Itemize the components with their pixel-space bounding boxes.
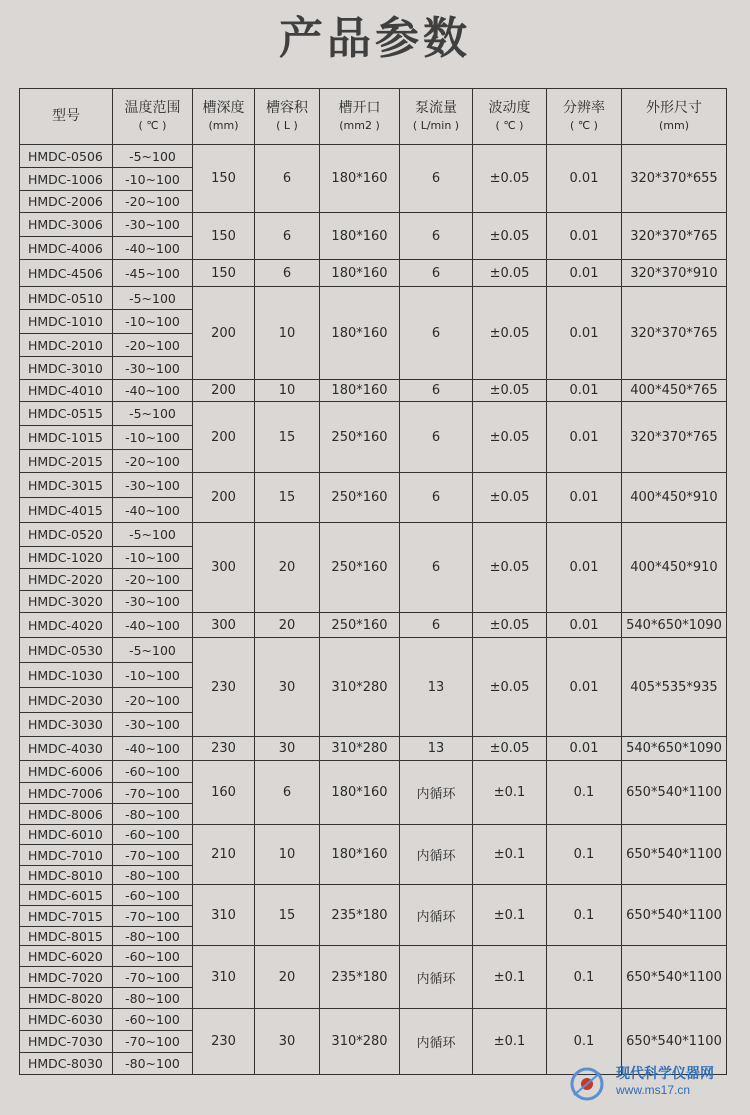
model-cell: HMDC-1020 [20, 547, 113, 569]
dimensions-cell: 650*540*1100 [622, 1009, 727, 1075]
fluctuation-cell: ±0.05 [473, 402, 547, 473]
opening-cell: 180*160 [320, 287, 400, 380]
header-volume [255, 89, 320, 145]
resolution-cell: 0.01 [547, 260, 622, 287]
temp-range-cell: -5~100 [113, 523, 193, 547]
fluctuation-cell: ±0.05 [473, 613, 547, 638]
volume-cell: 6 [255, 260, 320, 287]
model-cell: HMDC-3030 [20, 713, 113, 737]
model-cell: HMDC-2030 [20, 688, 113, 713]
depth-cell: 300 [193, 523, 255, 613]
model-cell: HMDC-1006 [20, 168, 113, 191]
temp-range-cell: -40~100 [113, 498, 193, 523]
temp-range-cell: -10~100 [113, 547, 193, 569]
model-cell: HMDC-0506 [20, 145, 113, 168]
table-row [20, 260, 727, 287]
resolution-cell: 0.01 [547, 638, 622, 737]
header-label: 波动度 [488, 100, 531, 116]
model-cell: HMDC-7006 [20, 783, 113, 804]
pump-flow-cell: 内循环 [400, 825, 473, 885]
header-unit: (mm2 ) [339, 119, 380, 132]
volume-cell: 20 [255, 946, 320, 1009]
pump-flow-cell: 内循环 [400, 761, 473, 825]
fluctuation-cell: ±0.05 [473, 473, 547, 523]
model-cell: HMDC-6010 [20, 825, 113, 845]
header-label: 型号 [52, 108, 80, 124]
header-unit: ( L/min ) [412, 119, 460, 132]
dimensions-cell: 320*370*910 [622, 260, 727, 287]
model-cell: HMDC-7030 [20, 1031, 113, 1053]
model-cell: HMDC-4030 [20, 737, 113, 761]
dimensions-cell: 400*450*765 [622, 380, 727, 402]
dimensions-cell: 320*370*655 [622, 145, 727, 213]
volume-cell: 10 [255, 825, 320, 885]
temp-range-cell: -70~100 [113, 1031, 193, 1053]
model-cell: HMDC-6015 [20, 885, 113, 906]
model-cell: HMDC-7020 [20, 967, 113, 988]
opening-cell: 180*160 [320, 260, 400, 287]
header-model [20, 89, 113, 145]
watermark [568, 1063, 738, 1103]
model-cell: HMDC-0515 [20, 402, 113, 426]
opening-cell: 180*160 [320, 213, 400, 260]
depth-cell: 310 [193, 946, 255, 1009]
temp-range-cell: -70~100 [113, 967, 193, 988]
header-pump-flow [400, 89, 473, 145]
dimensions-cell: 400*450*910 [622, 523, 727, 613]
fluctuation-cell: ±0.05 [473, 145, 547, 213]
temp-range-cell: -20~100 [113, 191, 193, 213]
table-row [20, 638, 727, 663]
model-cell: HMDC-1015 [20, 426, 113, 450]
volume-cell: 30 [255, 737, 320, 761]
opening-cell: 180*160 [320, 825, 400, 885]
pump-flow-cell: 6 [400, 260, 473, 287]
header-label: 槽深度 [202, 100, 245, 116]
resolution-cell: 0.01 [547, 737, 622, 761]
pump-flow-cell: 6 [400, 287, 473, 380]
table-row [20, 737, 727, 761]
temp-range-cell: -5~100 [113, 145, 193, 168]
opening-cell: 235*180 [320, 946, 400, 1009]
depth-cell: 300 [193, 613, 255, 638]
model-cell: HMDC-8030 [20, 1053, 113, 1075]
model-cell: HMDC-1010 [20, 310, 113, 334]
temp-range-cell: -40~100 [113, 613, 193, 638]
volume-cell: 15 [255, 402, 320, 473]
pump-flow-cell: 6 [400, 402, 473, 473]
depth-cell: 200 [193, 380, 255, 402]
model-cell: HMDC-3020 [20, 591, 113, 613]
fluctuation-cell: ±0.1 [473, 946, 547, 1009]
table-row [20, 402, 727, 426]
temp-range-cell: -20~100 [113, 569, 193, 591]
watermark-logo-icon [568, 1065, 606, 1103]
model-cell: HMDC-2015 [20, 450, 113, 473]
temp-range-cell: -30~100 [113, 473, 193, 498]
temp-range-cell: -20~100 [113, 334, 193, 357]
header-label: 分辨率 [563, 100, 605, 116]
temp-range-cell: -40~100 [113, 380, 193, 402]
temp-range-cell: -10~100 [113, 663, 193, 688]
depth-cell: 150 [193, 260, 255, 287]
model-cell: HMDC-3006 [20, 213, 113, 237]
volume-cell: 6 [255, 761, 320, 825]
dimensions-cell: 320*370*765 [622, 287, 727, 380]
model-cell: HMDC-8015 [20, 927, 113, 946]
pump-flow-cell: 6 [400, 145, 473, 213]
dimensions-cell: 405*535*935 [622, 638, 727, 737]
pump-flow-cell: 6 [400, 213, 473, 260]
depth-cell: 150 [193, 145, 255, 213]
header-label: 外形尺寸 [646, 100, 702, 116]
resolution-cell: 0.01 [547, 473, 622, 523]
model-cell: HMDC-4015 [20, 498, 113, 523]
table-row [20, 761, 727, 783]
temp-range-cell: -10~100 [113, 426, 193, 450]
temp-range-cell: -80~100 [113, 1053, 193, 1075]
table-row [20, 287, 727, 310]
dimensions-cell: 400*450*910 [622, 473, 727, 523]
fluctuation-cell: ±0.1 [473, 825, 547, 885]
model-cell: HMDC-8006 [20, 804, 113, 825]
pump-flow-cell: 13 [400, 638, 473, 737]
pump-flow-cell: 6 [400, 523, 473, 613]
model-cell: HMDC-3015 [20, 473, 113, 498]
pump-flow-cell: 内循环 [400, 946, 473, 1009]
spec-table-body [20, 145, 727, 1075]
header-unit: (mm) [208, 119, 239, 132]
temp-range-cell: -70~100 [113, 783, 193, 804]
model-cell: HMDC-0510 [20, 287, 113, 310]
resolution-cell: 0.01 [547, 402, 622, 473]
temp-range-cell: -5~100 [113, 638, 193, 663]
temp-range-cell: -60~100 [113, 761, 193, 783]
temp-range-cell: -30~100 [113, 357, 193, 380]
opening-cell: 250*160 [320, 523, 400, 613]
dimensions-cell: 540*650*1090 [622, 737, 727, 761]
opening-cell: 180*160 [320, 145, 400, 213]
pump-flow-cell: 内循环 [400, 885, 473, 946]
opening-cell: 310*280 [320, 638, 400, 737]
table-row [20, 523, 727, 547]
temp-range-cell: -60~100 [113, 946, 193, 967]
volume-cell: 6 [255, 145, 320, 213]
pump-flow-cell: 6 [400, 473, 473, 523]
temp-range-cell: -45~100 [113, 260, 193, 287]
watermark-url: www.ms17.cn [616, 1083, 691, 1097]
depth-cell: 160 [193, 761, 255, 825]
depth-cell: 210 [193, 825, 255, 885]
model-cell: HMDC-8020 [20, 988, 113, 1009]
opening-cell: 310*280 [320, 737, 400, 761]
temp-range-cell: -30~100 [113, 213, 193, 237]
pump-flow-cell: 6 [400, 613, 473, 638]
header-temp-range [113, 89, 193, 145]
temp-range-cell: -80~100 [113, 927, 193, 946]
model-cell: HMDC-0520 [20, 523, 113, 547]
table-row [20, 885, 727, 906]
dimensions-cell: 320*370*765 [622, 213, 727, 260]
volume-cell: 20 [255, 613, 320, 638]
header-opening [320, 89, 400, 145]
fluctuation-cell: ±0.05 [473, 213, 547, 260]
fluctuation-cell: ±0.05 [473, 287, 547, 380]
temp-range-cell: -40~100 [113, 237, 193, 260]
temp-range-cell: -80~100 [113, 866, 193, 885]
temp-range-cell: -20~100 [113, 688, 193, 713]
dimensions-cell: 540*650*1090 [622, 613, 727, 638]
temp-range-cell: -60~100 [113, 1009, 193, 1031]
header-unit: (mm) [658, 119, 689, 132]
resolution-cell: 0.1 [547, 761, 622, 825]
depth-cell: 230 [193, 737, 255, 761]
model-cell: HMDC-8010 [20, 866, 113, 885]
model-cell: HMDC-6020 [20, 946, 113, 967]
page-title: 产品参数 [279, 13, 471, 64]
fluctuation-cell: ±0.05 [473, 380, 547, 402]
temp-range-cell: -10~100 [113, 168, 193, 191]
temp-range-cell: -10~100 [113, 310, 193, 334]
header-row [20, 89, 727, 145]
temp-range-cell: -60~100 [113, 885, 193, 906]
volume-cell: 10 [255, 287, 320, 380]
opening-cell: 235*180 [320, 885, 400, 946]
opening-cell: 180*160 [320, 380, 400, 402]
spec-table [19, 88, 727, 1075]
table-row [20, 473, 727, 498]
depth-cell: 200 [193, 287, 255, 380]
header-dimensions [622, 89, 727, 145]
table-row [20, 213, 727, 237]
table-row [20, 380, 727, 402]
opening-cell: 250*160 [320, 473, 400, 523]
model-cell: HMDC-0530 [20, 638, 113, 663]
header-depth [193, 89, 255, 145]
resolution-cell: 0.1 [547, 825, 622, 885]
header-label: 槽容积 [266, 100, 308, 116]
depth-cell: 230 [193, 638, 255, 737]
depth-cell: 200 [193, 402, 255, 473]
resolution-cell: 0.01 [547, 287, 622, 380]
fluctuation-cell: ±0.1 [473, 761, 547, 825]
model-cell: HMDC-4010 [20, 380, 113, 402]
temp-range-cell: -40~100 [113, 737, 193, 761]
opening-cell: 180*160 [320, 761, 400, 825]
fluctuation-cell: ±0.05 [473, 523, 547, 613]
volume-cell: 15 [255, 473, 320, 523]
dimensions-cell: 650*540*1100 [622, 761, 727, 825]
temp-range-cell: -30~100 [113, 713, 193, 737]
depth-cell: 310 [193, 885, 255, 946]
model-cell: HMDC-2010 [20, 334, 113, 357]
fluctuation-cell: ±0.1 [473, 1009, 547, 1075]
resolution-cell: 0.01 [547, 213, 622, 260]
temp-range-cell: -80~100 [113, 804, 193, 825]
opening-cell: 310*280 [320, 1009, 400, 1075]
volume-cell: 30 [255, 1009, 320, 1075]
watermark-site-name: 现代科学仪器网 [616, 1066, 714, 1082]
volume-cell: 6 [255, 213, 320, 260]
resolution-cell: 0.1 [547, 946, 622, 1009]
opening-cell: 250*160 [320, 613, 400, 638]
header-unit: ( ℃ ) [495, 119, 524, 132]
model-cell: HMDC-2006 [20, 191, 113, 213]
depth-cell: 200 [193, 473, 255, 523]
model-cell: HMDC-3010 [20, 357, 113, 380]
temp-range-cell: -60~100 [113, 825, 193, 845]
model-cell: HMDC-2020 [20, 569, 113, 591]
volume-cell: 15 [255, 885, 320, 946]
model-cell: HMDC-7015 [20, 906, 113, 927]
resolution-cell: 0.01 [547, 145, 622, 213]
volume-cell: 30 [255, 638, 320, 737]
pump-flow-cell: 13 [400, 737, 473, 761]
dimensions-cell: 650*540*1100 [622, 885, 727, 946]
temp-range-cell: -20~100 [113, 450, 193, 473]
depth-cell: 230 [193, 1009, 255, 1075]
resolution-cell: 0.01 [547, 380, 622, 402]
temp-range-cell: -5~100 [113, 402, 193, 426]
table-row [20, 145, 727, 168]
dimensions-cell: 650*540*1100 [622, 946, 727, 1009]
temp-range-cell: -30~100 [113, 591, 193, 613]
temp-range-cell: -80~100 [113, 988, 193, 1009]
model-cell: HMDC-6006 [20, 761, 113, 783]
resolution-cell: 0.01 [547, 613, 622, 638]
header-unit: ( ℃ ) [138, 119, 167, 132]
pump-flow-cell: 6 [400, 380, 473, 402]
header-unit: ( ℃ ) [570, 119, 598, 132]
opening-cell: 250*160 [320, 402, 400, 473]
fluctuation-cell: ±0.05 [473, 638, 547, 737]
header-label: 槽开口 [338, 100, 381, 116]
model-cell: HMDC-6030 [20, 1009, 113, 1031]
header-resolution [547, 89, 622, 145]
resolution-cell: 0.1 [547, 1009, 622, 1075]
resolution-cell: 0.01 [547, 523, 622, 613]
model-cell: HMDC-4020 [20, 613, 113, 638]
depth-cell: 150 [193, 213, 255, 260]
dimensions-cell: 320*370*765 [622, 402, 727, 473]
header-fluctuation [473, 89, 547, 145]
pump-flow-cell: 内循环 [400, 1009, 473, 1075]
table-row [20, 825, 727, 845]
model-cell: HMDC-4006 [20, 237, 113, 260]
header-label: 温度范围 [124, 100, 181, 116]
fluctuation-cell: ±0.1 [473, 885, 547, 946]
model-cell: HMDC-7010 [20, 845, 113, 866]
resolution-cell: 0.1 [547, 885, 622, 946]
table-row [20, 1009, 727, 1031]
table-row [20, 613, 727, 638]
header-label: 泵流量 [415, 100, 457, 116]
header-unit: ( L ) [276, 119, 298, 132]
table-row [20, 946, 727, 967]
model-cell: HMDC-4506 [20, 260, 113, 287]
temp-range-cell: -5~100 [113, 287, 193, 310]
fluctuation-cell: ±0.05 [473, 260, 547, 287]
volume-cell: 10 [255, 380, 320, 402]
fluctuation-cell: ±0.05 [473, 737, 547, 761]
dimensions-cell: 650*540*1100 [622, 825, 727, 885]
temp-range-cell: -70~100 [113, 845, 193, 866]
model-cell: HMDC-1030 [20, 663, 113, 688]
volume-cell: 20 [255, 523, 320, 613]
temp-range-cell: -70~100 [113, 906, 193, 927]
